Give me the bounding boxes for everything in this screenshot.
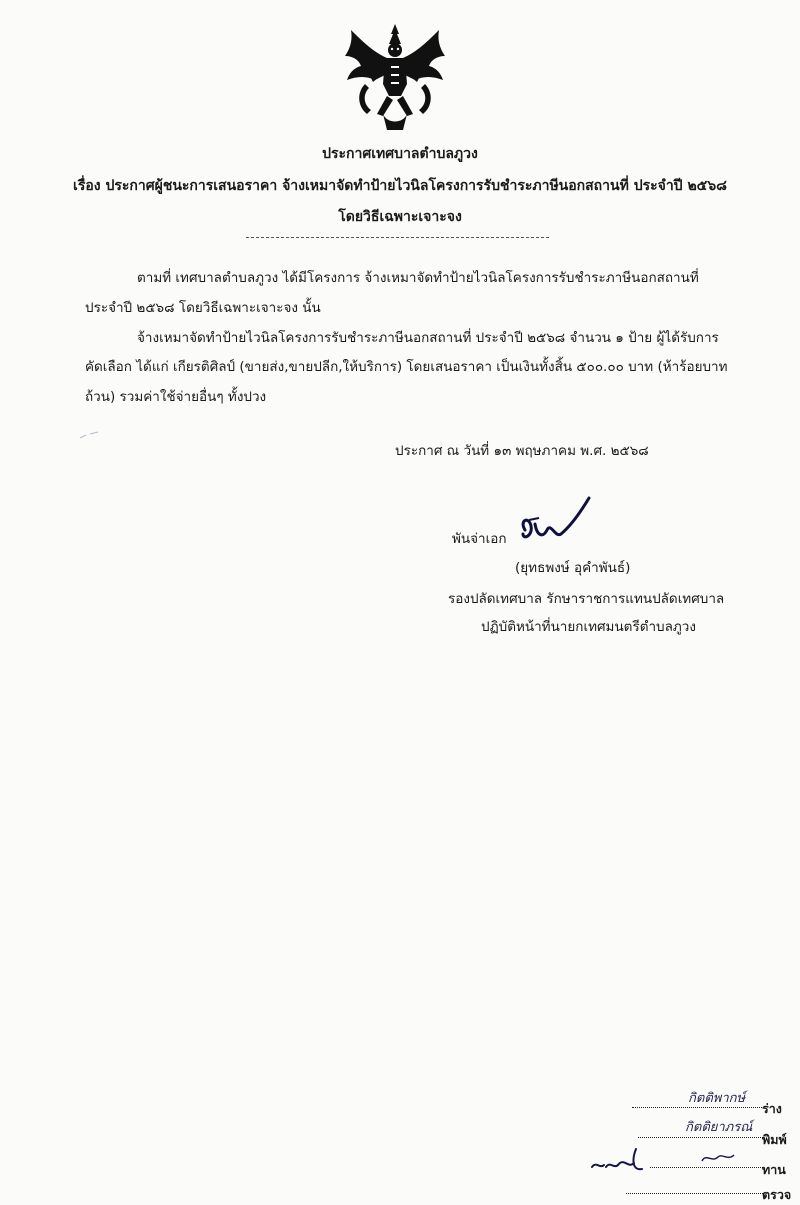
stray-mark (78, 430, 100, 440)
signer-position-1: รองปลัดเทศบาล รักษาราชการแทนปลัดเทศบาล (448, 591, 725, 607)
paragraph-2-line-3: ถ้วน) รวมค่าใช้จ่ายอื่นๆ ทั้งปวง (85, 389, 267, 405)
garuda-emblem-icon (343, 22, 447, 136)
signer-position-2: ปฏิบัติหน้าที่นายกเทศมนตรีตำบลภูวง (481, 619, 696, 635)
review-label: ทาน (762, 1162, 786, 1177)
subject-line: เรื่อง ประกาศผู้ชนะการเสนอราคา จ้างเหมาจัดทำป้ายไวนิลโครงการรับชำระภาษีนอกสถานที่ ประจำปี ๒๕๖๘ (73, 178, 727, 194)
divider (246, 237, 549, 238)
signature-image (515, 494, 595, 554)
draft-line (632, 1107, 764, 1108)
reviewer-signature (588, 1145, 658, 1175)
signer-rank: พันจ่าเอก (452, 531, 507, 547)
check-label: ตรวจ (762, 1187, 792, 1202)
check-line (626, 1193, 763, 1194)
paragraph-2-line-2: คัดเลือก ได้แก่ เกียรติศิลป์ (ขายส่ง,ขายปลีก,ให้บริการ) โดยเสนอราคา เป็นเงินทั้งสิ้น ๕๐๐.๐๐ บาท (ห้าร้อยบาท (85, 359, 728, 375)
type-by: กิตติยาภรณ์ (685, 1120, 753, 1135)
draft-by: กิตติพากษ์ (688, 1091, 746, 1106)
paragraph-2-line-1: จ้างเหมาจัดทำป้ายไวนิลโครงการรับชำระภาษีนอกสถานที่ ประจำปี ๒๕๖๘ จำนวน ๑ ป้าย ผู้ได้รับการ (137, 330, 719, 346)
method-line: โดยวิธีเฉพาะเจาะจง (338, 209, 462, 225)
type-label: พิมพ์ (762, 1132, 787, 1147)
type-line (638, 1137, 763, 1138)
org-title: ประกาศเทศบาลตำบลภูวง (322, 146, 478, 162)
paragraph-1-line-1: ตามที่ เทศบาลตำบลภูวง ได้มีโครงการ จ้างเหมาจัดทำป้ายไวนิลโครงการรับชำระภาษีนอกสถานที่ (137, 270, 699, 286)
review-line (650, 1167, 763, 1168)
routing-stamp (560, 1075, 800, 1202)
announce-date: ประกาศ ณ วันที่ ๑๓ พฤษภาคม พ.ศ. ๒๕๖๘ (395, 443, 649, 459)
signer-name: (ยุทธพงษ์ อุคำพันธ์) (515, 560, 631, 576)
paragraph-1-line-2: ประจำปี ๒๕๖๘ โดยวิธีเฉพาะเจาะจง นั้น (85, 300, 321, 316)
initials-mark (698, 1149, 738, 1165)
draft-label: ร่าง (762, 1101, 782, 1116)
